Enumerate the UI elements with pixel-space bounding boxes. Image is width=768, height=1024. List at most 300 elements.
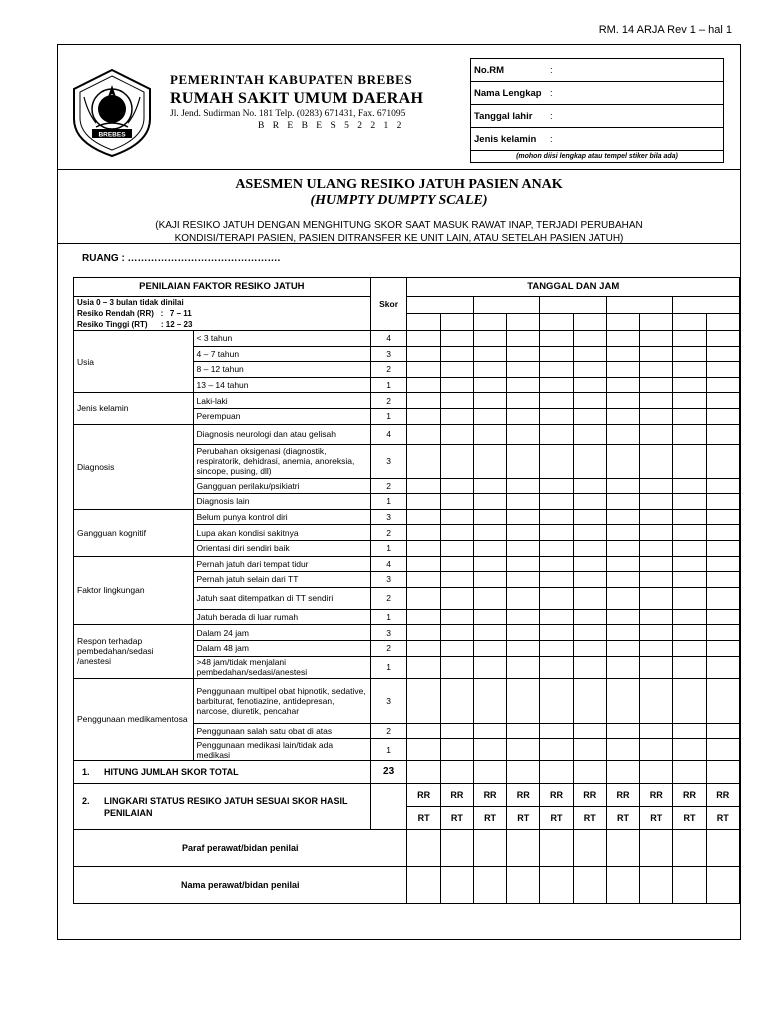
score-entry-cell[interactable] — [473, 540, 506, 556]
score-entry-cell[interactable] — [673, 494, 706, 510]
score-entry-cell[interactable] — [573, 723, 606, 739]
score-entry-cell[interactable] — [640, 640, 673, 656]
score-entry-cell[interactable] — [407, 625, 440, 641]
score-entry-cell[interactable] — [640, 346, 673, 362]
time-cell[interactable] — [673, 314, 706, 331]
total-entry-cell[interactable] — [606, 761, 639, 784]
score-entry-cell[interactable] — [673, 739, 706, 761]
score-entry-cell[interactable] — [573, 540, 606, 556]
score-entry-cell[interactable] — [573, 424, 606, 444]
score-entry-cell[interactable] — [640, 424, 673, 444]
score-entry-cell[interactable] — [606, 556, 639, 572]
field-value-nama[interactable] — [547, 82, 724, 105]
score-entry-cell[interactable] — [606, 509, 639, 525]
score-entry-cell[interactable] — [640, 723, 673, 739]
risk-option-rt[interactable]: RT — [606, 807, 639, 830]
score-entry-cell[interactable] — [606, 572, 639, 588]
score-entry-cell[interactable] — [706, 739, 739, 761]
score-entry-cell[interactable] — [407, 494, 440, 510]
field-value-no-rm[interactable] — [547, 59, 724, 82]
time-cell[interactable] — [573, 314, 606, 331]
score-entry-cell[interactable] — [507, 525, 540, 541]
time-cell[interactable] — [507, 314, 540, 331]
ruang-field[interactable]: RUANG : ………………………………………. — [82, 253, 281, 264]
score-entry-cell[interactable] — [440, 556, 473, 572]
date-cell[interactable] — [473, 297, 539, 314]
score-entry-cell[interactable] — [540, 609, 573, 625]
score-entry-cell[interactable] — [573, 678, 606, 723]
score-entry-cell[interactable] — [440, 444, 473, 478]
score-entry-cell[interactable] — [573, 572, 606, 588]
nurse-name-cell[interactable] — [507, 867, 540, 904]
score-entry-cell[interactable] — [540, 346, 573, 362]
score-entry-cell[interactable] — [507, 444, 540, 478]
score-entry-cell[interactable] — [673, 609, 706, 625]
score-entry-cell[interactable] — [440, 625, 473, 641]
score-entry-cell[interactable] — [507, 609, 540, 625]
score-entry-cell[interactable] — [573, 556, 606, 572]
score-entry-cell[interactable] — [640, 377, 673, 393]
score-entry-cell[interactable] — [507, 377, 540, 393]
score-entry-cell[interactable] — [473, 424, 506, 444]
nurse-initials-cell[interactable] — [606, 830, 639, 867]
score-entry-cell[interactable] — [673, 478, 706, 494]
date-cell[interactable] — [606, 297, 672, 314]
score-entry-cell[interactable] — [606, 609, 639, 625]
risk-option-rt[interactable]: RT — [640, 807, 673, 830]
risk-option-rr[interactable]: RR — [440, 784, 473, 807]
score-entry-cell[interactable] — [407, 346, 440, 362]
time-cell[interactable] — [407, 314, 440, 331]
score-entry-cell[interactable] — [673, 331, 706, 347]
score-entry-cell[interactable] — [407, 739, 440, 761]
score-entry-cell[interactable] — [407, 377, 440, 393]
score-entry-cell[interactable] — [407, 424, 440, 444]
risk-option-rt[interactable]: RT — [440, 807, 473, 830]
score-entry-cell[interactable] — [673, 444, 706, 478]
risk-option-rt[interactable]: RT — [507, 807, 540, 830]
score-entry-cell[interactable] — [706, 362, 739, 378]
score-entry-cell[interactable] — [706, 424, 739, 444]
nurse-name-cell[interactable] — [540, 867, 573, 904]
score-entry-cell[interactable] — [473, 494, 506, 510]
nurse-initials-cell[interactable] — [440, 830, 473, 867]
score-entry-cell[interactable] — [440, 424, 473, 444]
score-entry-cell[interactable] — [706, 393, 739, 409]
risk-option-rr[interactable]: RR — [407, 784, 440, 807]
score-entry-cell[interactable] — [540, 723, 573, 739]
score-entry-cell[interactable] — [706, 525, 739, 541]
score-entry-cell[interactable] — [473, 556, 506, 572]
score-entry-cell[interactable] — [473, 525, 506, 541]
score-entry-cell[interactable] — [473, 656, 506, 678]
total-entry-cell[interactable] — [540, 761, 573, 784]
score-entry-cell[interactable] — [540, 572, 573, 588]
score-entry-cell[interactable] — [606, 678, 639, 723]
score-entry-cell[interactable] — [540, 678, 573, 723]
score-entry-cell[interactable] — [507, 509, 540, 525]
score-entry-cell[interactable] — [507, 494, 540, 510]
score-entry-cell[interactable] — [606, 393, 639, 409]
risk-option-rt[interactable]: RT — [407, 807, 440, 830]
risk-option-rr[interactable]: RR — [507, 784, 540, 807]
score-entry-cell[interactable] — [640, 540, 673, 556]
score-entry-cell[interactable] — [673, 346, 706, 362]
score-entry-cell[interactable] — [440, 572, 473, 588]
score-entry-cell[interactable] — [540, 494, 573, 510]
total-entry-cell[interactable] — [440, 761, 473, 784]
score-entry-cell[interactable] — [407, 444, 440, 478]
score-entry-cell[interactable] — [507, 362, 540, 378]
nurse-initials-cell[interactable] — [673, 830, 706, 867]
score-entry-cell[interactable] — [473, 678, 506, 723]
score-entry-cell[interactable] — [673, 408, 706, 424]
score-entry-cell[interactable] — [473, 609, 506, 625]
score-entry-cell[interactable] — [640, 656, 673, 678]
score-entry-cell[interactable] — [606, 640, 639, 656]
score-entry-cell[interactable] — [606, 587, 639, 609]
score-entry-cell[interactable] — [440, 362, 473, 378]
score-entry-cell[interactable] — [706, 587, 739, 609]
score-entry-cell[interactable] — [640, 444, 673, 478]
score-entry-cell[interactable] — [440, 723, 473, 739]
nurse-name-cell[interactable] — [573, 867, 606, 904]
score-entry-cell[interactable] — [473, 444, 506, 478]
score-entry-cell[interactable] — [706, 723, 739, 739]
score-entry-cell[interactable] — [673, 572, 706, 588]
total-entry-cell[interactable] — [573, 761, 606, 784]
nurse-initials-cell[interactable] — [706, 830, 739, 867]
score-entry-cell[interactable] — [640, 678, 673, 723]
score-entry-cell[interactable] — [573, 444, 606, 478]
score-entry-cell[interactable] — [606, 346, 639, 362]
score-entry-cell[interactable] — [473, 362, 506, 378]
score-entry-cell[interactable] — [407, 540, 440, 556]
score-entry-cell[interactable] — [606, 525, 639, 541]
score-entry-cell[interactable] — [673, 525, 706, 541]
score-entry-cell[interactable] — [440, 540, 473, 556]
score-entry-cell[interactable] — [507, 656, 540, 678]
nurse-initials-cell[interactable] — [407, 830, 440, 867]
score-entry-cell[interactable] — [606, 377, 639, 393]
score-entry-cell[interactable] — [473, 478, 506, 494]
time-cell[interactable] — [640, 314, 673, 331]
score-entry-cell[interactable] — [573, 739, 606, 761]
score-entry-cell[interactable] — [540, 656, 573, 678]
risk-option-rt[interactable]: RT — [540, 807, 573, 830]
risk-option-rr[interactable]: RR — [706, 784, 739, 807]
score-entry-cell[interactable] — [573, 346, 606, 362]
nurse-name-cell[interactable] — [407, 867, 440, 904]
score-entry-cell[interactable] — [673, 656, 706, 678]
score-entry-cell[interactable] — [507, 540, 540, 556]
score-entry-cell[interactable] — [507, 723, 540, 739]
score-entry-cell[interactable] — [573, 362, 606, 378]
score-entry-cell[interactable] — [473, 723, 506, 739]
nurse-name-cell[interactable] — [606, 867, 639, 904]
nurse-initials-cell[interactable] — [507, 830, 540, 867]
score-entry-cell[interactable] — [673, 640, 706, 656]
nurse-name-cell[interactable] — [673, 867, 706, 904]
score-entry-cell[interactable] — [540, 408, 573, 424]
score-entry-cell[interactable] — [540, 331, 573, 347]
score-entry-cell[interactable] — [473, 572, 506, 588]
score-entry-cell[interactable] — [706, 346, 739, 362]
score-entry-cell[interactable] — [640, 509, 673, 525]
score-entry-cell[interactable] — [507, 640, 540, 656]
field-value-tanggal-lahir[interactable] — [547, 105, 724, 128]
score-entry-cell[interactable] — [407, 556, 440, 572]
score-entry-cell[interactable] — [473, 509, 506, 525]
score-entry-cell[interactable] — [407, 408, 440, 424]
score-entry-cell[interactable] — [673, 678, 706, 723]
time-cell[interactable] — [706, 314, 739, 331]
score-entry-cell[interactable] — [407, 393, 440, 409]
score-entry-cell[interactable] — [673, 424, 706, 444]
score-entry-cell[interactable] — [673, 723, 706, 739]
score-entry-cell[interactable] — [507, 625, 540, 641]
score-entry-cell[interactable] — [640, 609, 673, 625]
score-entry-cell[interactable] — [407, 723, 440, 739]
risk-option-rr[interactable]: RR — [606, 784, 639, 807]
score-entry-cell[interactable] — [706, 540, 739, 556]
score-entry-cell[interactable] — [606, 444, 639, 478]
score-entry-cell[interactable] — [540, 444, 573, 478]
score-entry-cell[interactable] — [440, 656, 473, 678]
score-entry-cell[interactable] — [507, 408, 540, 424]
score-entry-cell[interactable] — [606, 540, 639, 556]
date-cell[interactable] — [673, 297, 740, 314]
score-entry-cell[interactable] — [507, 556, 540, 572]
score-entry-cell[interactable] — [706, 444, 739, 478]
nurse-name-cell[interactable] — [706, 867, 739, 904]
score-entry-cell[interactable] — [407, 587, 440, 609]
nurse-initials-cell[interactable] — [540, 830, 573, 867]
score-entry-cell[interactable] — [540, 478, 573, 494]
score-entry-cell[interactable] — [507, 572, 540, 588]
score-entry-cell[interactable] — [640, 362, 673, 378]
score-entry-cell[interactable] — [606, 656, 639, 678]
score-entry-cell[interactable] — [706, 478, 739, 494]
risk-option-rr[interactable]: RR — [540, 784, 573, 807]
score-entry-cell[interactable] — [540, 393, 573, 409]
score-entry-cell[interactable] — [673, 362, 706, 378]
score-entry-cell[interactable] — [573, 408, 606, 424]
score-entry-cell[interactable] — [540, 377, 573, 393]
score-entry-cell[interactable] — [573, 478, 606, 494]
risk-option-rt[interactable]: RT — [706, 807, 739, 830]
time-cell[interactable] — [606, 314, 639, 331]
total-entry-cell[interactable] — [507, 761, 540, 784]
score-entry-cell[interactable] — [507, 331, 540, 347]
score-entry-cell[interactable] — [606, 424, 639, 444]
score-entry-cell[interactable] — [706, 625, 739, 641]
score-entry-cell[interactable] — [540, 509, 573, 525]
score-entry-cell[interactable] — [573, 331, 606, 347]
score-entry-cell[interactable] — [673, 377, 706, 393]
score-entry-cell[interactable] — [573, 393, 606, 409]
score-entry-cell[interactable] — [473, 393, 506, 409]
score-entry-cell[interactable] — [473, 408, 506, 424]
score-entry-cell[interactable] — [407, 640, 440, 656]
score-entry-cell[interactable] — [440, 408, 473, 424]
score-entry-cell[interactable] — [440, 346, 473, 362]
nurse-name-cell[interactable] — [440, 867, 473, 904]
score-entry-cell[interactable] — [640, 525, 673, 541]
time-cell[interactable] — [440, 314, 473, 331]
score-entry-cell[interactable] — [540, 587, 573, 609]
score-entry-cell[interactable] — [440, 331, 473, 347]
risk-option-rt[interactable]: RT — [473, 807, 506, 830]
score-entry-cell[interactable] — [540, 424, 573, 444]
score-entry-cell[interactable] — [573, 525, 606, 541]
total-entry-cell[interactable] — [673, 761, 706, 784]
score-entry-cell[interactable] — [706, 656, 739, 678]
score-entry-cell[interactable] — [606, 331, 639, 347]
score-entry-cell[interactable] — [507, 739, 540, 761]
score-entry-cell[interactable] — [706, 678, 739, 723]
score-entry-cell[interactable] — [507, 678, 540, 723]
score-entry-cell[interactable] — [440, 377, 473, 393]
score-entry-cell[interactable] — [407, 478, 440, 494]
score-entry-cell[interactable] — [540, 540, 573, 556]
score-entry-cell[interactable] — [507, 424, 540, 444]
score-entry-cell[interactable] — [540, 739, 573, 761]
score-entry-cell[interactable] — [540, 625, 573, 641]
score-entry-cell[interactable] — [673, 509, 706, 525]
score-entry-cell[interactable] — [573, 625, 606, 641]
score-entry-cell[interactable] — [706, 640, 739, 656]
score-entry-cell[interactable] — [640, 393, 673, 409]
score-entry-cell[interactable] — [440, 478, 473, 494]
risk-option-rr[interactable]: RR — [640, 784, 673, 807]
score-entry-cell[interactable] — [473, 377, 506, 393]
risk-option-rr[interactable]: RR — [573, 784, 606, 807]
score-entry-cell[interactable] — [473, 587, 506, 609]
score-entry-cell[interactable] — [407, 572, 440, 588]
score-entry-cell[interactable] — [706, 609, 739, 625]
score-entry-cell[interactable] — [473, 739, 506, 761]
score-entry-cell[interactable] — [640, 739, 673, 761]
total-entry-cell[interactable] — [706, 761, 739, 784]
score-entry-cell[interactable] — [673, 540, 706, 556]
total-entry-cell[interactable] — [407, 761, 440, 784]
score-entry-cell[interactable] — [640, 478, 673, 494]
risk-option-rt[interactable]: RT — [573, 807, 606, 830]
score-entry-cell[interactable] — [606, 723, 639, 739]
score-entry-cell[interactable] — [407, 678, 440, 723]
score-entry-cell[interactable] — [640, 556, 673, 572]
score-entry-cell[interactable] — [440, 494, 473, 510]
score-entry-cell[interactable] — [573, 509, 606, 525]
score-entry-cell[interactable] — [507, 346, 540, 362]
nurse-name-cell[interactable] — [473, 867, 506, 904]
score-entry-cell[interactable] — [440, 509, 473, 525]
score-entry-cell[interactable] — [440, 393, 473, 409]
score-entry-cell[interactable] — [507, 393, 540, 409]
nurse-initials-cell[interactable] — [573, 830, 606, 867]
score-entry-cell[interactable] — [407, 656, 440, 678]
score-entry-cell[interactable] — [540, 525, 573, 541]
score-entry-cell[interactable] — [440, 587, 473, 609]
score-entry-cell[interactable] — [640, 572, 673, 588]
time-cell[interactable] — [540, 314, 573, 331]
score-entry-cell[interactable] — [706, 509, 739, 525]
score-entry-cell[interactable] — [673, 587, 706, 609]
score-entry-cell[interactable] — [473, 640, 506, 656]
score-entry-cell[interactable] — [706, 572, 739, 588]
total-entry-cell[interactable] — [473, 761, 506, 784]
score-entry-cell[interactable] — [407, 525, 440, 541]
score-entry-cell[interactable] — [573, 640, 606, 656]
score-entry-cell[interactable] — [540, 640, 573, 656]
date-cell[interactable] — [540, 297, 606, 314]
score-entry-cell[interactable] — [440, 640, 473, 656]
nurse-initials-cell[interactable] — [640, 830, 673, 867]
score-entry-cell[interactable] — [573, 587, 606, 609]
score-entry-cell[interactable] — [640, 625, 673, 641]
score-entry-cell[interactable] — [440, 739, 473, 761]
score-entry-cell[interactable] — [606, 478, 639, 494]
score-entry-cell[interactable] — [640, 494, 673, 510]
nurse-name-cell[interactable] — [640, 867, 673, 904]
score-entry-cell[interactable] — [673, 625, 706, 641]
score-entry-cell[interactable] — [573, 609, 606, 625]
score-entry-cell[interactable] — [706, 556, 739, 572]
score-entry-cell[interactable] — [606, 625, 639, 641]
score-entry-cell[interactable] — [407, 609, 440, 625]
score-entry-cell[interactable] — [573, 656, 606, 678]
score-entry-cell[interactable] — [573, 377, 606, 393]
score-entry-cell[interactable] — [606, 362, 639, 378]
score-entry-cell[interactable] — [706, 494, 739, 510]
score-entry-cell[interactable] — [540, 362, 573, 378]
score-entry-cell[interactable] — [706, 408, 739, 424]
risk-option-rr[interactable]: RR — [673, 784, 706, 807]
time-cell[interactable] — [473, 314, 506, 331]
score-entry-cell[interactable] — [407, 331, 440, 347]
score-entry-cell[interactable] — [440, 609, 473, 625]
score-entry-cell[interactable] — [706, 377, 739, 393]
score-entry-cell[interactable] — [706, 331, 739, 347]
score-entry-cell[interactable] — [673, 556, 706, 572]
score-entry-cell[interactable] — [440, 525, 473, 541]
score-entry-cell[interactable] — [473, 625, 506, 641]
field-value-jenis-kelamin[interactable] — [547, 128, 724, 151]
score-entry-cell[interactable] — [507, 587, 540, 609]
score-entry-cell[interactable] — [606, 739, 639, 761]
score-entry-cell[interactable] — [473, 331, 506, 347]
score-entry-cell[interactable] — [606, 494, 639, 510]
total-entry-cell[interactable] — [640, 761, 673, 784]
score-entry-cell[interactable] — [640, 408, 673, 424]
risk-option-rr[interactable]: RR — [473, 784, 506, 807]
nurse-initials-cell[interactable] — [473, 830, 506, 867]
score-entry-cell[interactable] — [640, 587, 673, 609]
score-entry-cell[interactable] — [407, 362, 440, 378]
date-cell[interactable] — [407, 297, 473, 314]
score-entry-cell[interactable] — [540, 556, 573, 572]
score-entry-cell[interactable] — [606, 408, 639, 424]
score-entry-cell[interactable] — [573, 494, 606, 510]
score-entry-cell[interactable] — [407, 509, 440, 525]
score-entry-cell[interactable] — [507, 478, 540, 494]
score-entry-cell[interactable] — [440, 678, 473, 723]
risk-option-rt[interactable]: RT — [673, 807, 706, 830]
score-entry-cell[interactable] — [673, 393, 706, 409]
score-entry-cell[interactable] — [640, 331, 673, 347]
score-entry-cell[interactable] — [473, 346, 506, 362]
